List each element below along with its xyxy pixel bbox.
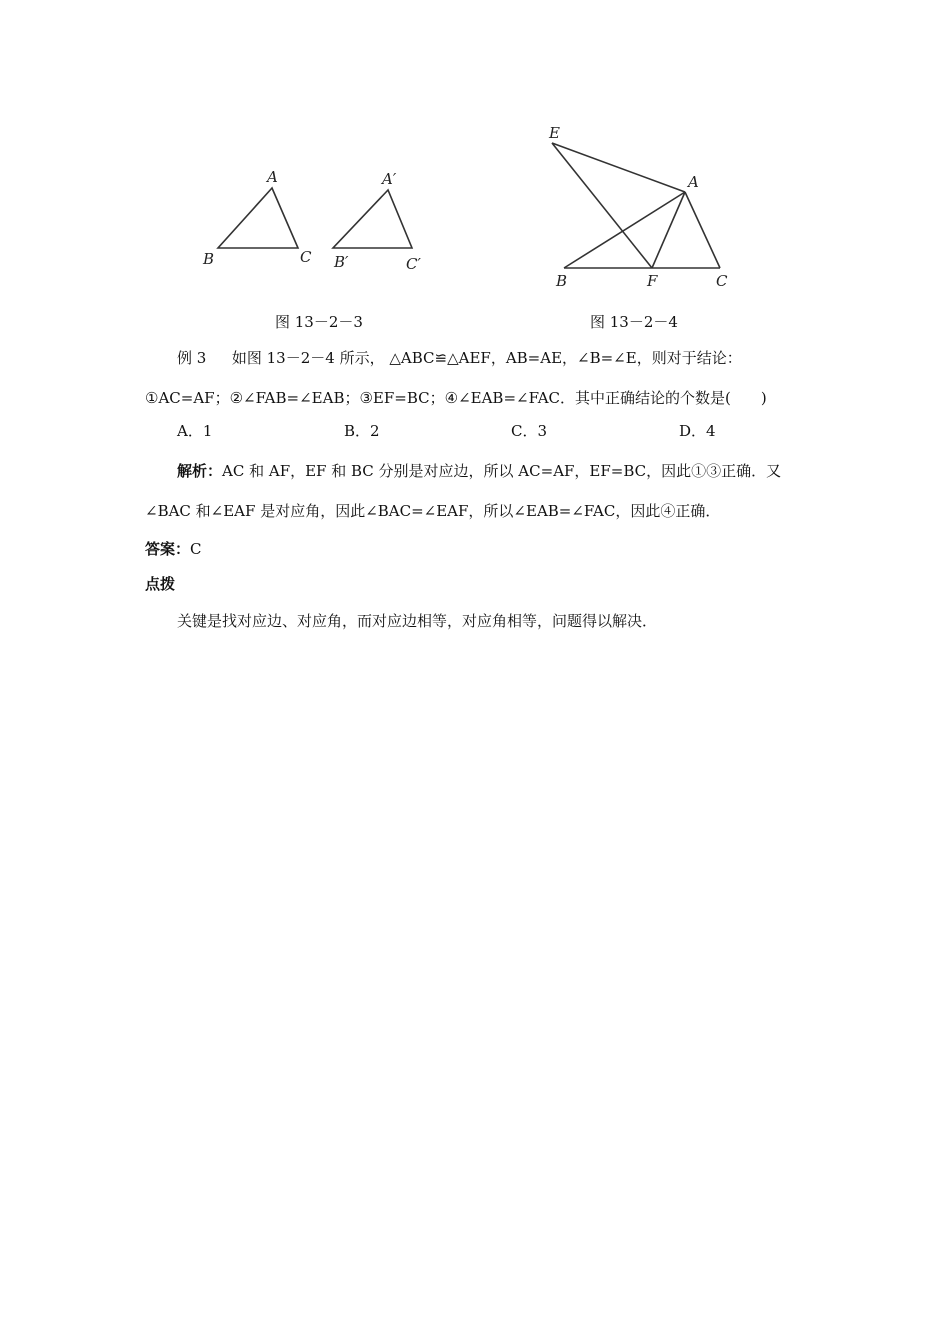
label-B: B bbox=[203, 250, 215, 268]
option-b: B．2 bbox=[344, 422, 380, 440]
answer-heading: 答案： bbox=[145, 540, 191, 558]
answer-value: C bbox=[190, 540, 202, 558]
figure-caption-13-2-4: 图 13－2－4 bbox=[590, 313, 678, 331]
congruent-triangles-diagram bbox=[540, 120, 750, 295]
label-E: E bbox=[549, 124, 560, 142]
analysis-line-1 bbox=[177, 460, 781, 481]
answer-line bbox=[145, 538, 202, 559]
example-conclusions: ①AC=AF；②∠FAB=∠EAB；③EF=BC；④∠EAB=∠FAC．其中正确结论的个数是( ) bbox=[145, 389, 767, 407]
example-statement: △ABC≌△AEF，AB=AE，∠B=∠E，则对于结论： bbox=[389, 349, 742, 367]
option-a: A．1 bbox=[177, 422, 213, 440]
label-A: A bbox=[267, 168, 278, 186]
label-A: A bbox=[688, 173, 699, 191]
option-d: D．4 bbox=[679, 422, 716, 440]
analysis-heading: 解析： bbox=[177, 462, 223, 480]
label-C: C bbox=[716, 272, 728, 290]
label-A-prime: A′ bbox=[382, 170, 397, 188]
analysis-text-1: AC 和 AF，EF 和 BC 分别是对应边，所以 AC=AF，EF=BC，因此①③正确．又 bbox=[222, 462, 782, 480]
tip-heading: 点拨 bbox=[145, 575, 176, 593]
analysis-line-2 bbox=[145, 500, 720, 521]
figure-caption-13-2-3: 图 13－2－3 bbox=[275, 313, 363, 331]
label-B: B bbox=[556, 272, 568, 290]
example-label: 例 3 bbox=[177, 349, 207, 367]
tip-text: 关键是找对应边、对应角，而对应边相等，对应角相等，问题得以解决． bbox=[177, 612, 658, 630]
label-C: C bbox=[300, 248, 312, 266]
option-c: C．3 bbox=[511, 422, 548, 440]
label-C-prime: C′ bbox=[406, 255, 421, 273]
example-intro: 如图 13－2－4 所示， bbox=[231, 349, 385, 367]
example-line-2 bbox=[145, 387, 767, 408]
example-line-1 bbox=[177, 347, 742, 368]
label-F: F bbox=[647, 272, 658, 290]
figure-13-2-3 bbox=[195, 160, 435, 275]
analysis-text-2: ∠BAC 和∠EAF 是对应角，因此∠BAC=∠EAF，所以∠EAB=∠FAC，因此④正确． bbox=[145, 502, 721, 520]
triangles-diagram bbox=[195, 160, 435, 275]
figure-13-2-4 bbox=[540, 120, 750, 295]
label-B-prime: B′ bbox=[334, 253, 349, 271]
